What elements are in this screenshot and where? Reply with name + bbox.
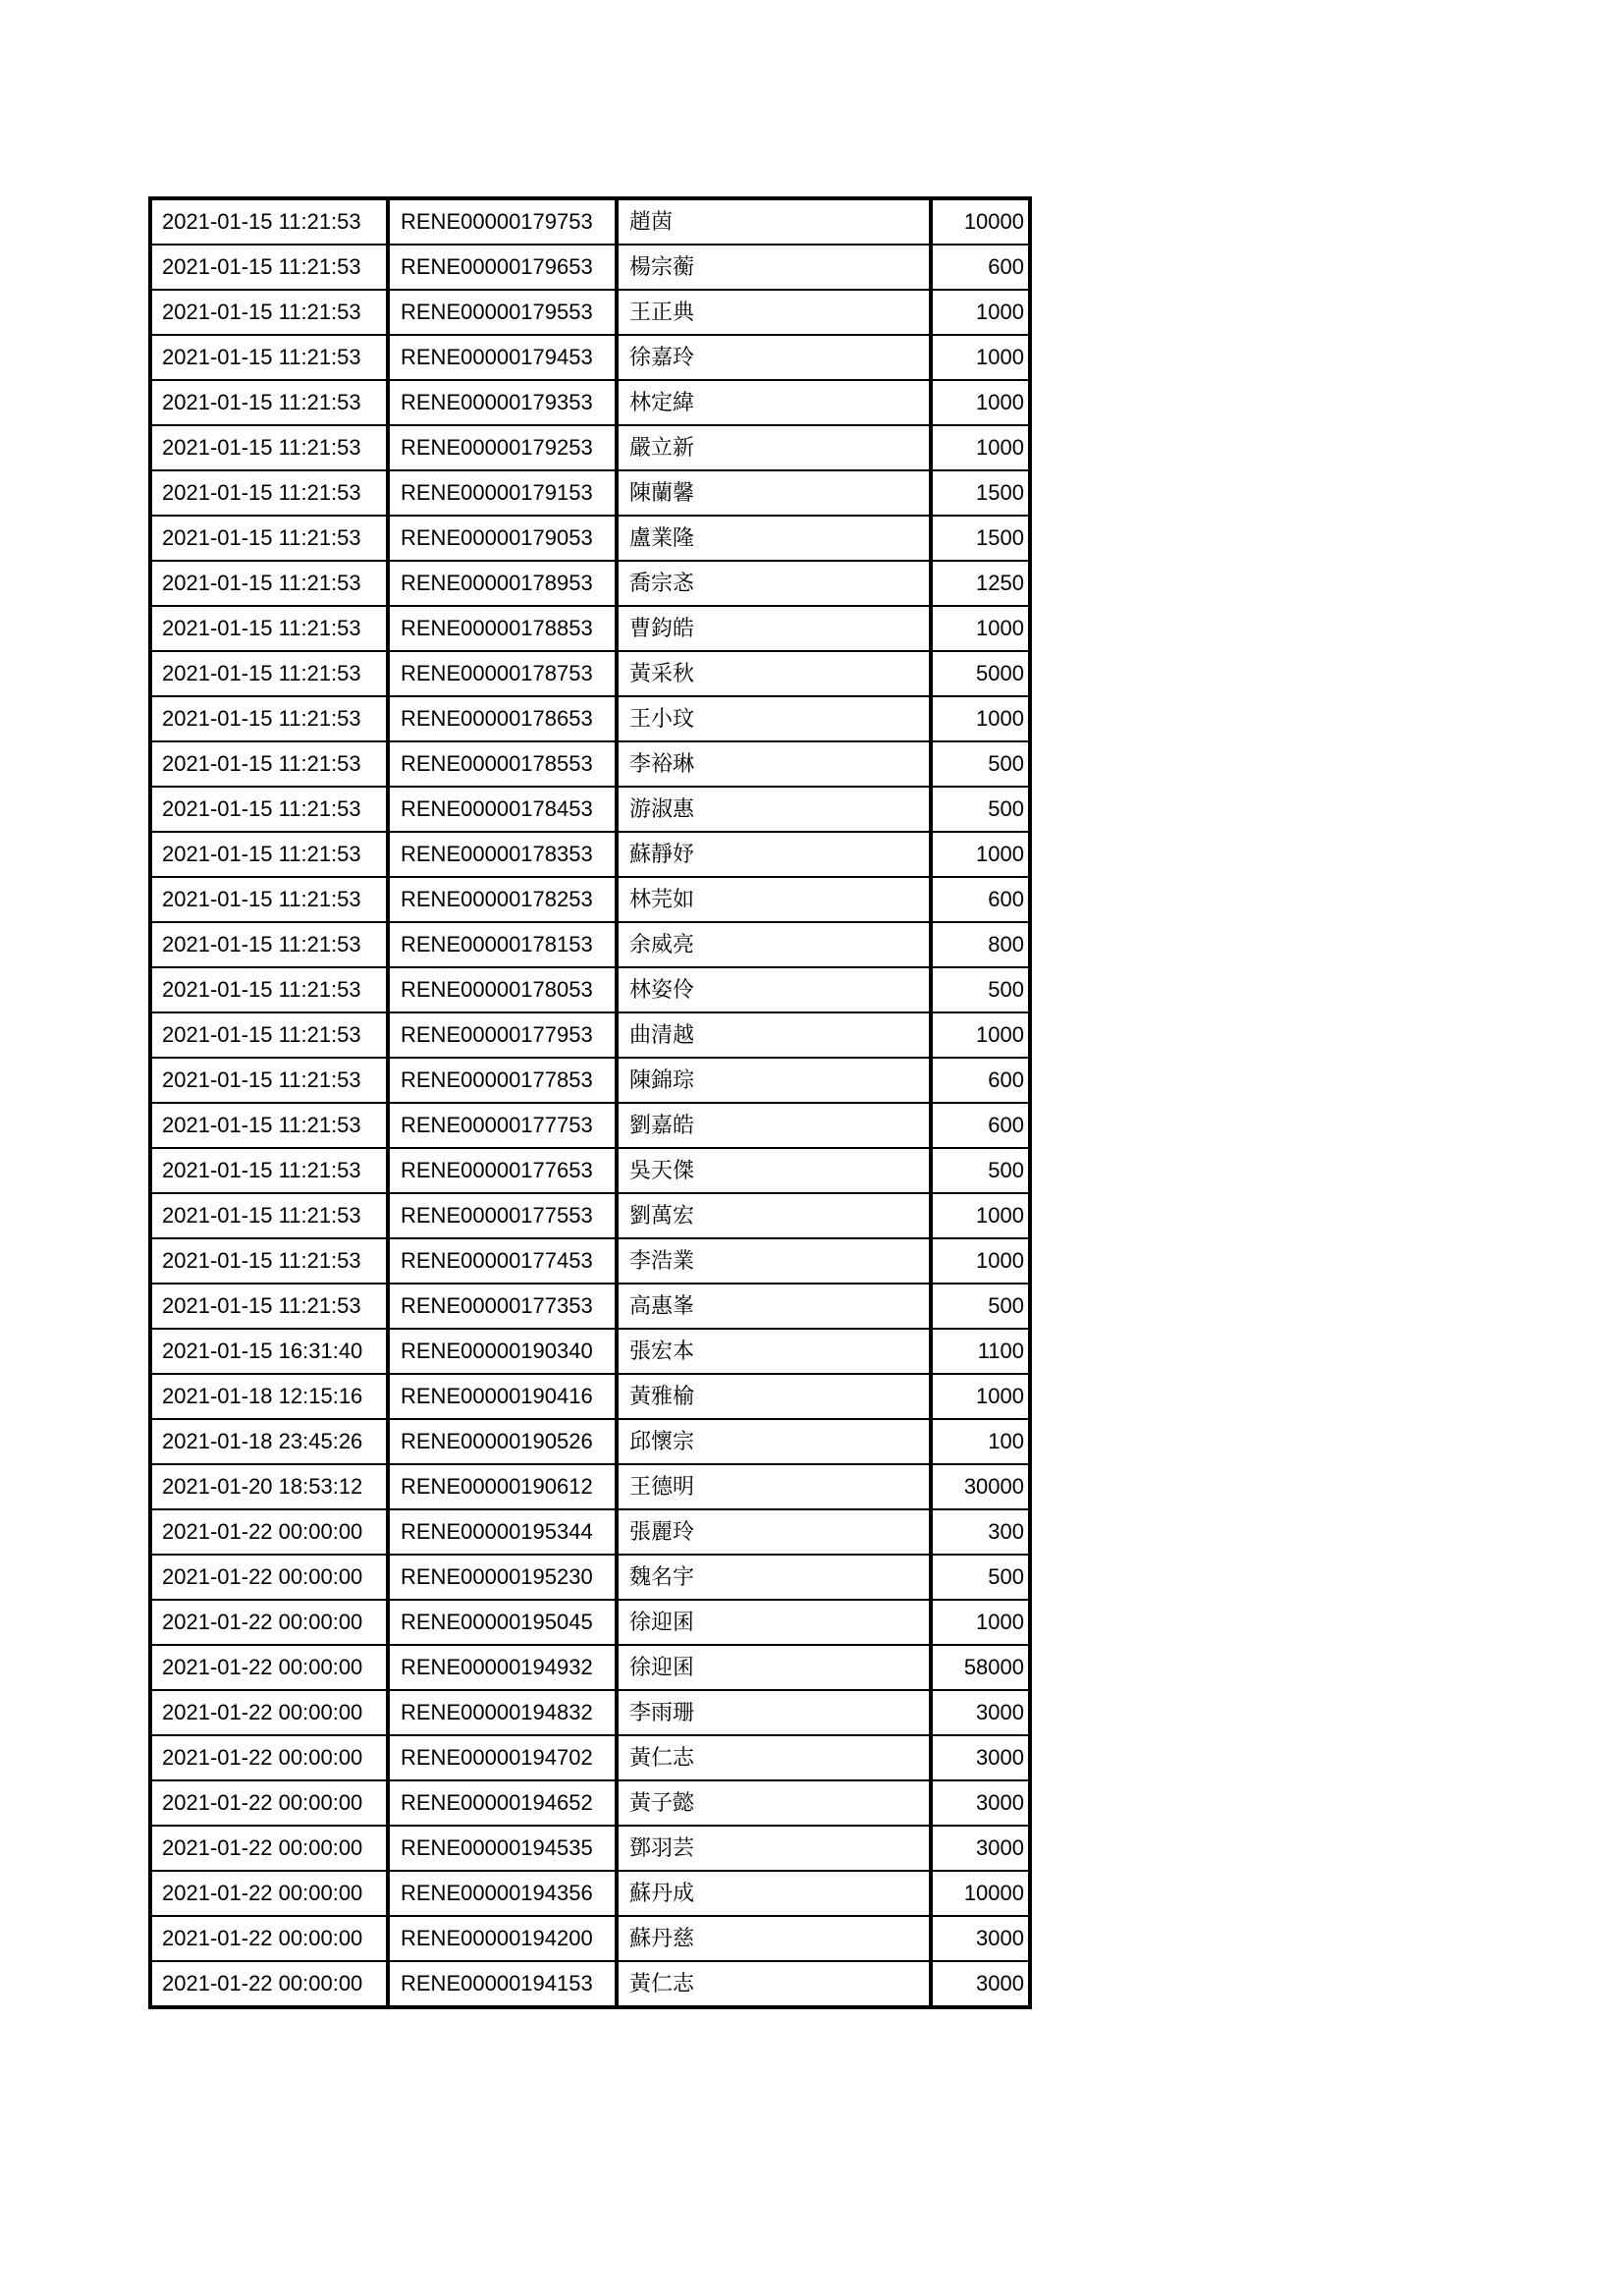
donor-name-cell: 李雨珊 [617, 1690, 931, 1735]
table-row [150, 198, 1030, 245]
donor-name-cell: 林定緯 [617, 380, 931, 425]
table-row [150, 425, 1030, 470]
amount-cell: 1100 [931, 1329, 1030, 1374]
amount-cell: 3000 [931, 1826, 1030, 1871]
table-row [150, 290, 1030, 335]
table-row [150, 877, 1030, 922]
donor-name-cell: 曹鈞皓 [617, 606, 931, 651]
amount-cell: 10000 [931, 198, 1030, 245]
transaction-id-cell: RENE00000177953 [388, 1012, 617, 1058]
transaction-id-cell: RENE00000179353 [388, 380, 617, 425]
table-row [150, 1871, 1030, 1916]
donor-name-cell: 張麗玲 [617, 1509, 931, 1555]
donor-name-cell: 林姿伶 [617, 967, 931, 1012]
transaction-id-cell: RENE00000190612 [388, 1464, 617, 1509]
timestamp-cell: 2021-01-15 11:21:53 [150, 245, 388, 290]
table-row [150, 1916, 1030, 1961]
timestamp-cell: 2021-01-15 11:21:53 [150, 1148, 388, 1193]
table-row [150, 1826, 1030, 1871]
donor-name-cell: 邱懷宗 [617, 1419, 931, 1464]
timestamp-cell: 2021-01-22 00:00:00 [150, 1826, 388, 1871]
timestamp-cell: 2021-01-15 11:21:53 [150, 335, 388, 380]
donor-name-cell: 蘇丹慈 [617, 1916, 931, 1961]
transaction-id-cell: RENE00000190526 [388, 1419, 617, 1464]
timestamp-cell: 2021-01-22 00:00:00 [150, 1871, 388, 1916]
donor-name-cell: 蘇靜妤 [617, 832, 931, 877]
table-row [150, 1735, 1030, 1780]
timestamp-cell: 2021-01-15 11:21:53 [150, 1238, 388, 1284]
amount-cell: 600 [931, 245, 1030, 290]
transaction-id-cell: RENE00000178853 [388, 606, 617, 651]
transaction-id-cell: RENE00000178953 [388, 561, 617, 606]
transaction-id-cell: RENE00000190416 [388, 1374, 617, 1419]
timestamp-cell: 2021-01-15 11:21:53 [150, 516, 388, 561]
table-row [150, 380, 1030, 425]
donor-name-cell: 喬宗忞 [617, 561, 931, 606]
transaction-id-cell: RENE00000177453 [388, 1238, 617, 1284]
table-row [150, 1238, 1030, 1284]
donor-name-cell: 黃雅榆 [617, 1374, 931, 1419]
table-row [150, 245, 1030, 290]
timestamp-cell: 2021-01-15 11:21:53 [150, 1284, 388, 1329]
donor-name-cell: 徐迎囷 [617, 1645, 931, 1690]
donor-name-cell: 徐迎囷 [617, 1600, 931, 1645]
table-row [150, 1012, 1030, 1058]
amount-cell: 1000 [931, 425, 1030, 470]
table-row [150, 651, 1030, 696]
amount-cell: 1000 [931, 1374, 1030, 1419]
donor-name-cell: 曲清越 [617, 1012, 931, 1058]
donor-name-cell: 鄧羽芸 [617, 1826, 931, 1871]
transaction-id-cell: RENE00000179653 [388, 245, 617, 290]
donor-name-cell: 魏名宇 [617, 1555, 931, 1600]
donor-name-cell: 王小玟 [617, 696, 931, 741]
amount-cell: 3000 [931, 1690, 1030, 1735]
transaction-id-cell: RENE00000178453 [388, 787, 617, 832]
donation-table-body [150, 198, 1030, 2007]
timestamp-cell: 2021-01-15 11:21:53 [150, 1012, 388, 1058]
donor-name-cell: 陳蘭馨 [617, 470, 931, 516]
table-row [150, 1555, 1030, 1600]
transaction-id-cell: RENE00000179053 [388, 516, 617, 561]
timestamp-cell: 2021-01-20 18:53:12 [150, 1464, 388, 1509]
amount-cell: 3000 [931, 1916, 1030, 1961]
transaction-id-cell: RENE00000178053 [388, 967, 617, 1012]
table-row [150, 1103, 1030, 1148]
amount-cell: 10000 [931, 1871, 1030, 1916]
timestamp-cell: 2021-01-18 23:45:26 [150, 1419, 388, 1464]
donor-name-cell: 徐嘉玲 [617, 335, 931, 380]
timestamp-cell: 2021-01-22 00:00:00 [150, 1690, 388, 1735]
timestamp-cell: 2021-01-22 00:00:00 [150, 1735, 388, 1780]
donor-name-cell: 李裕琳 [617, 741, 931, 787]
table-row [150, 1961, 1030, 2007]
amount-cell: 3000 [931, 1735, 1030, 1780]
table-row [150, 1464, 1030, 1509]
amount-cell: 1000 [931, 290, 1030, 335]
amount-cell: 500 [931, 787, 1030, 832]
amount-cell: 600 [931, 1058, 1030, 1103]
timestamp-cell: 2021-01-15 11:21:53 [150, 696, 388, 741]
timestamp-cell: 2021-01-22 00:00:00 [150, 1555, 388, 1600]
donor-name-cell: 高惠峯 [617, 1284, 931, 1329]
transaction-id-cell: RENE00000177653 [388, 1148, 617, 1193]
table-row [150, 967, 1030, 1012]
amount-cell: 1000 [931, 606, 1030, 651]
table-row [150, 516, 1030, 561]
timestamp-cell: 2021-01-15 11:21:53 [150, 198, 388, 245]
transaction-id-cell: RENE00000177853 [388, 1058, 617, 1103]
timestamp-cell: 2021-01-22 00:00:00 [150, 1645, 388, 1690]
timestamp-cell: 2021-01-15 11:21:53 [150, 1058, 388, 1103]
transaction-id-cell: RENE00000179553 [388, 290, 617, 335]
transaction-id-cell: RENE00000194535 [388, 1826, 617, 1871]
amount-cell: 500 [931, 1555, 1030, 1600]
timestamp-cell: 2021-01-18 12:15:16 [150, 1374, 388, 1419]
transaction-id-cell: RENE00000178753 [388, 651, 617, 696]
timestamp-cell: 2021-01-15 11:21:53 [150, 741, 388, 787]
timestamp-cell: 2021-01-15 11:21:53 [150, 470, 388, 516]
timestamp-cell: 2021-01-15 11:21:53 [150, 1103, 388, 1148]
amount-cell: 1500 [931, 516, 1030, 561]
transaction-id-cell: RENE00000195230 [388, 1555, 617, 1600]
amount-cell: 600 [931, 877, 1030, 922]
table-row [150, 470, 1030, 516]
table-row [150, 787, 1030, 832]
amount-cell: 1000 [931, 1012, 1030, 1058]
donor-name-cell: 王正典 [617, 290, 931, 335]
donor-name-cell: 劉萬宏 [617, 1193, 931, 1238]
donor-name-cell: 黃仁志 [617, 1735, 931, 1780]
transaction-id-cell: RENE00000195344 [388, 1509, 617, 1555]
amount-cell: 1000 [931, 335, 1030, 380]
timestamp-cell: 2021-01-15 11:21:53 [150, 380, 388, 425]
transaction-id-cell: RENE00000194200 [388, 1916, 617, 1961]
amount-cell: 1250 [931, 561, 1030, 606]
transaction-id-cell: RENE00000178553 [388, 741, 617, 787]
donor-name-cell: 楊宗蘅 [617, 245, 931, 290]
donor-name-cell: 吳天傑 [617, 1148, 931, 1193]
transaction-id-cell: RENE00000178653 [388, 696, 617, 741]
transaction-id-cell: RENE00000194153 [388, 1961, 617, 2007]
transaction-id-cell: RENE00000194652 [388, 1780, 617, 1826]
table-row [150, 1058, 1030, 1103]
table-row [150, 606, 1030, 651]
timestamp-cell: 2021-01-15 11:21:53 [150, 1193, 388, 1238]
amount-cell: 58000 [931, 1645, 1030, 1690]
transaction-id-cell: RENE00000178153 [388, 922, 617, 967]
timestamp-cell: 2021-01-15 11:21:53 [150, 787, 388, 832]
amount-cell: 500 [931, 741, 1030, 787]
timestamp-cell: 2021-01-22 00:00:00 [150, 1916, 388, 1961]
timestamp-cell: 2021-01-15 11:21:53 [150, 832, 388, 877]
amount-cell: 500 [931, 1284, 1030, 1329]
amount-cell: 1000 [931, 832, 1030, 877]
amount-cell: 800 [931, 922, 1030, 967]
amount-cell: 300 [931, 1509, 1030, 1555]
table-row [150, 1329, 1030, 1374]
amount-cell: 1000 [931, 1600, 1030, 1645]
table-row [150, 1148, 1030, 1193]
donor-name-cell: 黃采秋 [617, 651, 931, 696]
transaction-id-cell: RENE00000177553 [388, 1193, 617, 1238]
table-row [150, 1509, 1030, 1555]
table-row [150, 1645, 1030, 1690]
amount-cell: 100 [931, 1419, 1030, 1464]
timestamp-cell: 2021-01-15 11:21:53 [150, 651, 388, 696]
donor-name-cell: 嚴立新 [617, 425, 931, 470]
amount-cell: 600 [931, 1103, 1030, 1148]
transaction-id-cell: RENE00000177353 [388, 1284, 617, 1329]
donor-name-cell: 余威亮 [617, 922, 931, 967]
amount-cell: 1000 [931, 380, 1030, 425]
amount-cell: 1000 [931, 696, 1030, 741]
donor-name-cell: 林芫如 [617, 877, 931, 922]
donor-name-cell: 黃子懿 [617, 1780, 931, 1826]
timestamp-cell: 2021-01-15 11:21:53 [150, 877, 388, 922]
transaction-id-cell: RENE00000178253 [388, 877, 617, 922]
table-row [150, 1690, 1030, 1735]
table-row [150, 741, 1030, 787]
table-row [150, 696, 1030, 741]
transaction-id-cell: RENE00000179253 [388, 425, 617, 470]
timestamp-cell: 2021-01-15 16:31:40 [150, 1329, 388, 1374]
amount-cell: 1000 [931, 1193, 1030, 1238]
timestamp-cell: 2021-01-15 11:21:53 [150, 967, 388, 1012]
table-row [150, 832, 1030, 877]
table-row [150, 922, 1030, 967]
donor-name-cell: 王德明 [617, 1464, 931, 1509]
amount-cell: 5000 [931, 651, 1030, 696]
table-row [150, 1419, 1030, 1464]
donor-name-cell: 盧業隆 [617, 516, 931, 561]
amount-cell: 1500 [931, 470, 1030, 516]
transaction-id-cell: RENE00000178353 [388, 832, 617, 877]
table-row [150, 1600, 1030, 1645]
amount-cell: 3000 [931, 1780, 1030, 1826]
donation-table [148, 196, 1032, 2009]
amount-cell: 1000 [931, 1238, 1030, 1284]
donor-name-cell: 劉嘉皓 [617, 1103, 931, 1148]
amount-cell: 30000 [931, 1464, 1030, 1509]
timestamp-cell: 2021-01-22 00:00:00 [150, 1961, 388, 2007]
donor-name-cell: 蘇丹成 [617, 1871, 931, 1916]
transaction-id-cell: RENE00000195045 [388, 1600, 617, 1645]
timestamp-cell: 2021-01-22 00:00:00 [150, 1509, 388, 1555]
timestamp-cell: 2021-01-15 11:21:53 [150, 922, 388, 967]
table-row [150, 335, 1030, 380]
table-row [150, 561, 1030, 606]
amount-cell: 500 [931, 967, 1030, 1012]
donor-name-cell: 黃仁志 [617, 1961, 931, 2007]
donor-name-cell: 游淑惠 [617, 787, 931, 832]
timestamp-cell: 2021-01-15 11:21:53 [150, 425, 388, 470]
table-row [150, 1193, 1030, 1238]
table-row [150, 1374, 1030, 1419]
timestamp-cell: 2021-01-15 11:21:53 [150, 290, 388, 335]
transaction-id-cell: RENE00000194702 [388, 1735, 617, 1780]
transaction-id-cell: RENE00000194932 [388, 1645, 617, 1690]
transaction-id-cell: RENE00000194356 [388, 1871, 617, 1916]
timestamp-cell: 2021-01-22 00:00:00 [150, 1780, 388, 1826]
transaction-id-cell: RENE00000177753 [388, 1103, 617, 1148]
donor-name-cell: 李浩業 [617, 1238, 931, 1284]
donor-name-cell: 陳錦琮 [617, 1058, 931, 1103]
table-row [150, 1284, 1030, 1329]
transaction-id-cell: RENE00000190340 [388, 1329, 617, 1374]
donor-name-cell: 趙茵 [617, 198, 931, 245]
transaction-id-cell: RENE00000179153 [388, 470, 617, 516]
timestamp-cell: 2021-01-22 00:00:00 [150, 1600, 388, 1645]
amount-cell: 500 [931, 1148, 1030, 1193]
timestamp-cell: 2021-01-15 11:21:53 [150, 606, 388, 651]
donor-name-cell: 張宏本 [617, 1329, 931, 1374]
transaction-id-cell: RENE00000179453 [388, 335, 617, 380]
amount-cell: 3000 [931, 1961, 1030, 2007]
transaction-id-cell: RENE00000179753 [388, 198, 617, 245]
table-row [150, 1780, 1030, 1826]
timestamp-cell: 2021-01-15 11:21:53 [150, 561, 388, 606]
transaction-id-cell: RENE00000194832 [388, 1690, 617, 1735]
